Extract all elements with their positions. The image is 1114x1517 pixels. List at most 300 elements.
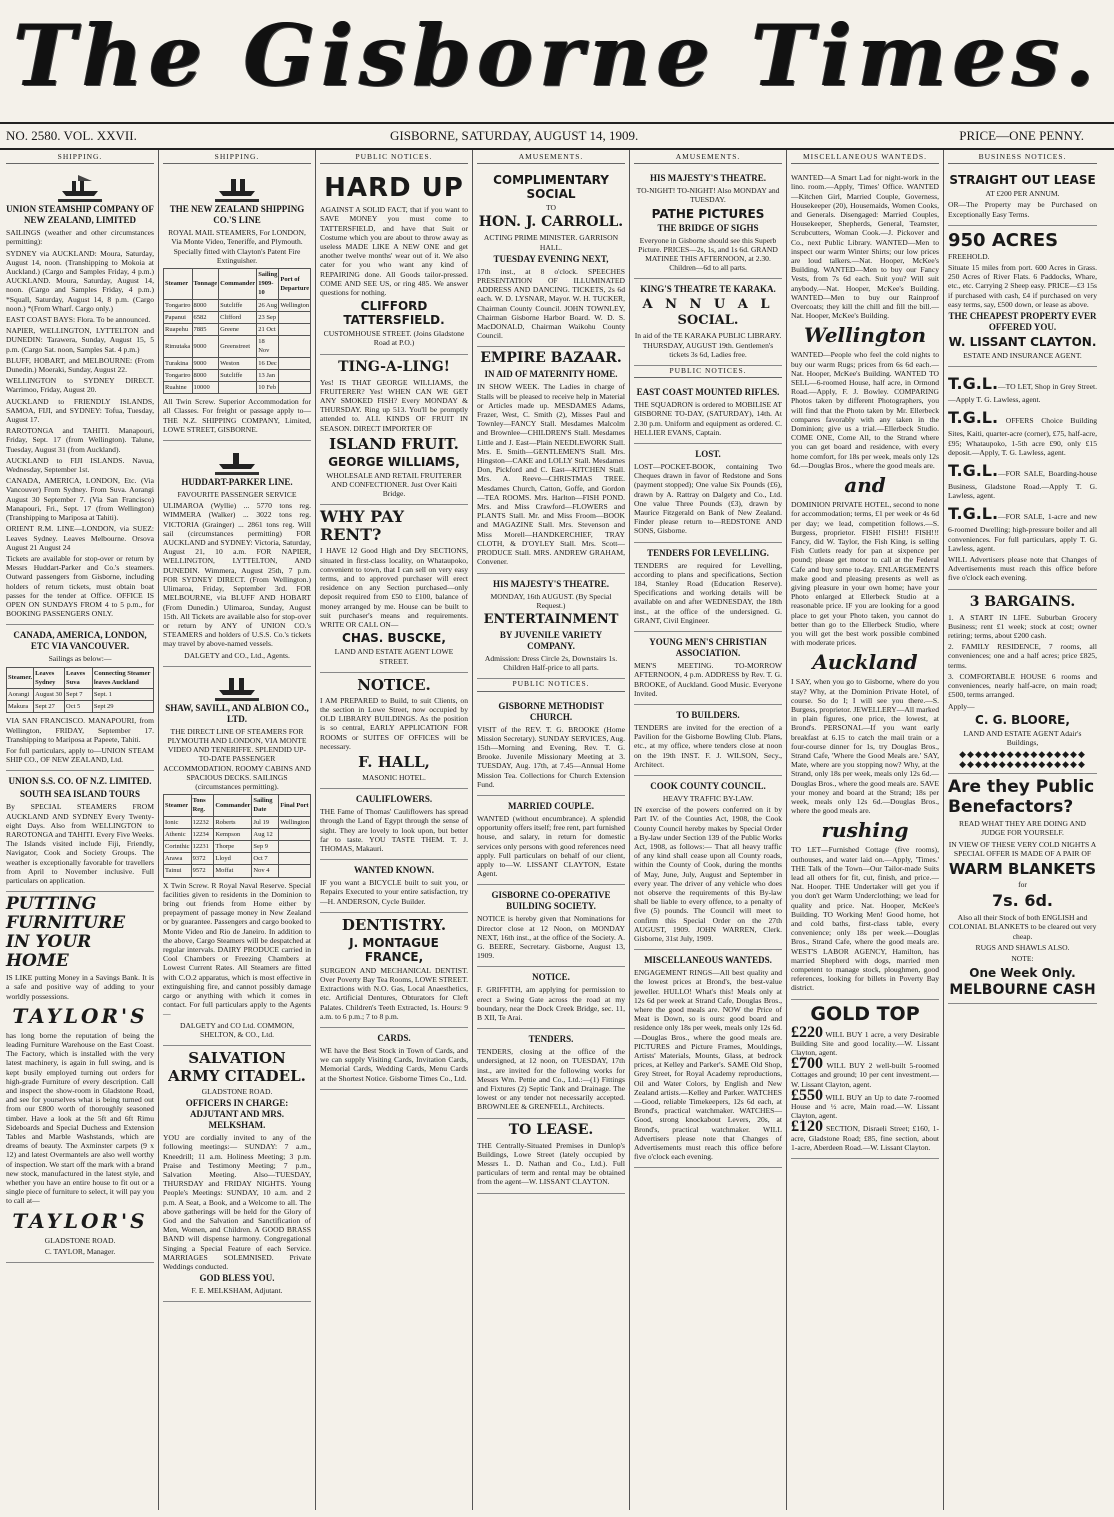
- table-cell: 18 Nov: [257, 336, 279, 357]
- will-text: WILL Advertisers please note that Changes of Advertisements must reach this office before five o'clock each evening.: [948, 555, 1097, 583]
- gold-top-heading: GOLD TOP: [810, 1002, 920, 1025]
- tenders-ad: [477, 1029, 625, 1118]
- shaw-text: THE DIRECT LINE OF STEAMERS FOR PLYMOUTH AND LONDON, VIA MONTE VIDEO AND TENERIFFE. SPLENDID UP-TO-DATE PASSENGER ACCOMMODATION. ROOMY CABINS AND SPACIOUS DECKS. SAILINGS (circumstances permitting).: [163, 726, 311, 791]
- sanfran-text: VIA SAN FRANCISCO. MANAPOURI, from Wellington, FRIDAY, September 17. Transhipping to Mariposa at Papeete, Tahiti.: [6, 716, 154, 744]
- notice-heading: NOTICE.: [357, 675, 431, 694]
- table-cell: Aug 12: [252, 828, 279, 840]
- levelling-ad: [634, 543, 782, 632]
- ship-icon: [215, 173, 259, 202]
- lost-ad: [634, 444, 782, 543]
- price-heading: 7s. 6d.: [992, 891, 1053, 911]
- juvenile-ad: [477, 574, 625, 680]
- auckland-text: I SAY, when you go to Gisborne, where do you stay? Why, at the Dominion Private Hotel, of course. So do I; I will see you there.—S. Burgess, proprietor. JEWELLERY—All marked in plain figures, one price, the lowest, at Brond's. PERSONAL—If you want early breakfast at 6.15 to catch the mail train or a four-course dinner for 1s, try Douglas Bros., Strand Cafe, 'Where the Good Meals are.' SAY, Mate, where are you stopping now? Why, at the Strand, only 18s per week, meals only 12s 6d.—Douglas Bros., where the good meals are. SAVE your money and board at the Strand; 18s per week, meals only 12s 6d.—Douglas Bros., where the good meals are.: [791, 677, 939, 816]
- acres-ad: [948, 226, 1097, 367]
- table-cell: Corinthic: [164, 840, 192, 852]
- table-cell: Lloyd: [214, 853, 252, 865]
- shaw-text-2: X Twin Screw. R Royal Naval Reserve. Special facilities given to residents in the Dominion to bring out friends from Home either by prepayment of passage money in New Zealand or by guarantee. Passengers and cargo booked to Monte Video and Rio de Janeiro. In addition to the above, Cargo Steamers will be despatched at regular intervals. DAIRY PRODUCE carried in Cool Chambers or Freezing Chambers at Lowest Current Rates. All Steamers are fitted with C.O.2 apparatus, which is most effective in extinguishing fire, and cannot possibly damage cargo or anything with which it comes in contact. For full particulars apply to the Agents—: [163, 880, 311, 1019]
- table-cell: Moffat: [214, 865, 252, 877]
- table-cell: Oct 5: [65, 701, 93, 713]
- tgl-1: T.G.L.: [948, 374, 999, 394]
- wanted-heading: WANTED KNOWN.: [353, 865, 434, 876]
- cook-heading: COOK COUNTY COUNCIL.: [650, 780, 766, 791]
- ymca-text: MEN'S MEETING. TO-MORROW AFTERNOON, 4 p.m. ADDRESS by Rev. T. G. BROOKE, of Auckland. Good Music. Everyone Invited.: [634, 661, 782, 698]
- price-700-text: WILL BUY 2 well-built 5-roomed Cottages and ground; 10 per cent investment.—W. Lissant Clayton, agent.: [791, 1061, 939, 1089]
- price-550: £550: [791, 1086, 823, 1104]
- misc-heading: MISCELLANEOUS WANTEDS.: [644, 955, 772, 966]
- table-cell: 21 Oct: [257, 324, 279, 336]
- fiji-text: AUCKLAND to FIJI ISLANDS. Navua, Wednesday, September 1st.: [6, 455, 154, 475]
- columns: [2, 150, 1112, 1510]
- nz-shipping-ad: [163, 168, 311, 441]
- dentistry-ad: [320, 913, 468, 1028]
- issue-date: GISBORNE, SATURDAY, AUGUST 14, 1909.: [390, 128, 639, 143]
- column-1: [2, 150, 159, 1510]
- rifles-text: THE SQUADRON is ordered to MOBILISE AT GISBORNE TO-DAY, (SATURDAY), 14th. At 2.30 p.m. Uniform and equipment as ordered. C. HELLIER EVANS, Captain.: [634, 400, 782, 437]
- salvation-text: YOU are cordially invited to any of the following meetings:— SUNDAY: 7 a.m., Kneedrill; 11 a.m. Holiness Meeting; 3 p.m. Praise and Testimony Meeting; 7 p.m., Salvation Meeting. Also—TUESDAY, THURSDAY and FRIDAY NIGHTS. Young People's Meetings: SUNDAY, 10 a.m. and 2 p.m. A Seat, a Book, and a Welcome to all. The above gatherings will be held for the Glory of God and the Salvation and Sanctification of Men, Women, and Children. A GOOD BRASS BAND will dispense harmony. Congregational Singing a Special Feature of each Service. MARRIAGES SOLEMNISED. Private Weddings conducted.: [163, 1133, 311, 1272]
- builders-heading: TO BUILDERS.: [676, 709, 740, 720]
- shaw-agents: DALGETY and CO Ltd. COMMON, SHELTON, & CO., Ltd.: [179, 1020, 295, 1039]
- cards-ad: [320, 1028, 468, 1090]
- cold-text: IN VIEW OF THESE VERY COLD NIGHTS A SPECIAL OFFER IS MADE OF A PAIR OF: [948, 839, 1097, 858]
- table-cell: Turakina: [164, 357, 193, 369]
- social-ad: [477, 168, 625, 347]
- price-700: £700: [791, 1055, 823, 1073]
- furniture-ad: [6, 892, 154, 1263]
- melbourne-heading: MELBOURNE CASH: [949, 982, 1096, 999]
- table-cell: Makura: [7, 701, 34, 713]
- rushing-heading: rushing: [821, 818, 909, 843]
- orient-text: ORIENT R.M. LINE—LONDON, via SUEZ: Leaves Sydney. Leaves Melbourne. Orsova August 21 August 24: [6, 524, 154, 552]
- sydney-text: WELLINGTON to SYDNEY DIRECT. Warrimoo, Friday, August 20.: [6, 376, 154, 395]
- union-title: UNION STEAMSHIP COMPANY OF NEW ZEALAND, LIMITED: [6, 204, 154, 226]
- nz-title: THE NEW ZEALAND SHIPPING CO.'S LINE: [169, 204, 305, 226]
- table-cell: 9572: [191, 865, 214, 877]
- table-header: Tonnage: [192, 269, 219, 300]
- column-6: [787, 150, 944, 1510]
- table-cell: Ruahine: [164, 382, 193, 394]
- table-row: [164, 816, 311, 828]
- table-header: Connecting Steamer leaves Auckland: [92, 667, 153, 688]
- clifford-address: CUSTOMHOUSE STREET. (Joins Gladstone Road at P.O.): [323, 329, 465, 348]
- issue-number: NO. 2580. VOL. XXVII.: [6, 128, 137, 143]
- huddart-sub: FAVOURITE PASSENGER SERVICE: [177, 490, 297, 500]
- juvenile-text: Admission: Dress Circle 2s, Downstairs 1s. Children Half-price to all parts.: [484, 653, 618, 673]
- table-row: [164, 357, 311, 369]
- pathe-heading: PATHE PICTURES: [651, 206, 765, 221]
- table-cell: 10 Feb: [257, 382, 279, 394]
- table-cell: Roberts: [214, 816, 252, 828]
- notice-heading: NOTICE.: [532, 972, 570, 983]
- table-cell: August 30: [34, 688, 65, 700]
- coop-text: NOTICE is hereby given that Nominations for Director close at 12 Noon, on MONDAY NEXT, 16th inst., at the office of the Society. A. G. BEERE, Secretary. Gisborne, August 13, 1909.: [477, 914, 625, 961]
- table-cell: [279, 828, 311, 840]
- bloore-sub: LAND AND ESTATE AGENT Adair's Buildings,: [963, 728, 1082, 747]
- hall-heading: F. HALL,: [358, 752, 430, 771]
- tgl-ads: [948, 367, 1097, 589]
- cauli-heading: CAULIFLOWERS.: [355, 794, 433, 805]
- buscke-sub: LAND AND ESTATE AGENT LOWE STREET.: [334, 647, 454, 666]
- social-text: 17th inst., at 8 o'clock. SPEECHES PRESENTATION OF ILLUMINATED ADDRESS AND DANCING. TICKETS, 2s 6d each. W. D. LYSNAR, Mayor. W. H. TUCKER, Chairman County Council. JOHN TOWNLEY, Chairman Gisborne Harbor Board. W. D. S. MacDONALD, Chairman Waikohu County Council.: [477, 266, 625, 341]
- bazaar-sub: IN AID OF MATERNITY HOME.: [484, 369, 618, 380]
- table-header: Sailing Date: [252, 795, 279, 816]
- shaw-schedule-table: [163, 794, 311, 877]
- south-title: UNION S.S. CO. OF N.Z. LIMITED.: [8, 776, 152, 787]
- griffith-notice-ad: [477, 967, 625, 1029]
- ting-text: Yes! IS THAT GEORGE WILLIAMS, the FRUITERER? Yes! WHEN CAN WE GET ANY SMOKED FISH? Every MONDAY & THURSDAY. Ring up 513. You'll be promptly attended to. ALL KINDS OF FRUIT IN SEASON. DIRECT IMPORTER OF: [320, 377, 468, 433]
- napier-text: NAPIER, WELLINGTON, LYTTELTON and DUNEDIN: Tarawera, Sunday, August 15, 5 p.m. (Cargo Sat. noon, Samples Sat. 4 p.m.): [6, 326, 154, 354]
- cauli-text: THE Fame of Thomas' Cauliflowers has spread through the Land of Egypt through the sense of sight. They are lovely to look upon, but better far to taste. YOU TASTE THEM. T. J. THOMAS, Makauri.: [320, 807, 468, 853]
- table-header: Steamer.: [7, 667, 34, 688]
- table-cell: Sutcliffe: [219, 299, 257, 311]
- majesty-sub: MONDAY, 16th AUGUST. (By Special Request.): [490, 591, 612, 610]
- table-cell: Athenic: [164, 828, 192, 840]
- rifles-ad: [634, 382, 782, 444]
- putting-text: IS LIKE putting Money in a Savings Bank. It is a safe and positive way of adding to your worldly possessions.: [6, 973, 154, 1001]
- cards-text: WE have the Best Stock in Town of Cards, and we can supply Visiting Cards, Invitation Cards, Memorial Cards, Wedding Cards, Menu Cards at the Shortest Notice. Gisborne Times Co., Ltd.: [320, 1045, 468, 1083]
- also-text: Also all their Stock of both ENGLISH and COLONIAL BLANKETS to be cleared out very cheap.: [948, 913, 1097, 941]
- table-header: Steamer: [164, 269, 193, 300]
- lost-heading: LOST.: [695, 449, 721, 460]
- table-cell: 13 Jan: [257, 369, 279, 381]
- wellington-text: WANTED—People who feel the cold nights to buy our warm Rugs; prices from 6s 6d each.—Nat. Hooper, McKee's Building. WANTED TO SELL—6-roomed House, half acre, in Ormond Road.—Apply, F. J. Bowley. COMPARING Photos taken by different Photographers, you will find that the Photo taken by Mr. Ellerbeck compares favorably with any taken in the Dominion; give us a trial.—Ellerbeck Studio. COME ONE, Come All, to the Strand where you can get board and residence, with every home comfort, for 18s per week, meals only 12s 6d.—Douglas Bros., where the good meals are.: [791, 350, 939, 470]
- table-cell: Weston: [219, 357, 257, 369]
- table-cell: [279, 324, 311, 336]
- taylors-text: has long borne the reputation of being the leading Furniture Warehouse on the East Coast. The Factory, which is installed with the very latest machinery, is again in full swing, and is kept busily employed turning out orders for high-grade Furniture of every description. Call and inspect the show-room in Gladstone Road, and see for yourselves what is being turned out from our £800 worth of thoroughly seasoned timber. Have a look at the 5ft and 6ft Rimu Sideboards and Special Duchess and Extension Tables and Marble Washstands, which are dreams of beauty. The Axminster carpets (9 x 12) and latest Overmantels are also well worthy of inspection. We start off the mark with a brand new stock, manufactured in the latest style, and whether you have an entire house to fit out or a single piece of furniture to select, it will pay you to call at—: [6, 1030, 154, 1206]
- table-cell: Greene: [219, 324, 257, 336]
- misc-wanteds-ad: [634, 950, 782, 1168]
- huddart-agents: DALGETY and CO., Ltd., Agents.: [184, 650, 290, 660]
- table-header: Port of Departure: [279, 269, 311, 300]
- issue-price: PRICE—ONE PENNY.: [959, 128, 1084, 143]
- acres-label: FREEHOLD.: [948, 251, 990, 261]
- table-cell: 8000: [192, 299, 219, 311]
- tgl-3-text: —FOR SALE, Boarding-house Business, Gladstone Road.—Apply T. G. Lawless, agent.: [948, 469, 1097, 501]
- salvation-title: SALVATION ARMY CITADEL.: [168, 1049, 306, 1086]
- hard-up-text: AGAINST A SOLID FACT, that if you want to SAVE MONEY you must come to TATTERSFIELD, and have that Suit or Costume which you are about to throw away as useless MADE LIKE A NEW ONE and get another twelve months' wear out of it. We also cater for you who want any kind of REPAIRING done. All Goods tailor-pressed. COME AND SEE US, or ring 485. We answer questions for nothing.: [320, 205, 468, 298]
- table-cell: [279, 336, 311, 357]
- table-cell: Tainui: [164, 865, 192, 877]
- table-cell: Papanui: [164, 311, 193, 323]
- tgl-4-text: —FOR SALE, 1-acre and new 6-roomed Dwelling; high-pressure boiler and all conveniences. For full particulars, apply T. G. Lawless, agent.: [948, 512, 1097, 553]
- union-text: SYDNEY via AUCKLAND: Moura, Saturday, August 14, noon. (Transhipping to Mokoia at Auckland.) (Cargo and Samples Friday, 4 p.m.) AUCKLAND. Moura, Saturday, August 14, noon. (Cargo and Samples Friday, 4 p.m.) *Squall, Saturday, August 14, 8 p.m. (Cargo noon.) *(From Wharf. Cargo only.): [6, 248, 154, 313]
- column-3: [316, 150, 473, 1510]
- table-cell: Wellington: [279, 299, 311, 311]
- to-lease-ad: [477, 1119, 625, 1194]
- table-cell: 9372: [191, 853, 214, 865]
- section-header: PUBLIC NOTICES.: [477, 679, 625, 691]
- table-cell: [279, 840, 311, 852]
- levelling-heading: TENDERS FOR LEVELLING.: [647, 547, 769, 558]
- apply-text: Apply—: [948, 701, 975, 711]
- and-text: DOMINION PRIVATE HOTEL, second to none for accommodation; terms, £1 per week or 4s 6d per day; we lead, competition follows.—S. Burgess, proprietor. FISH! FISH!! FISH!!! Fancy, did W. Taylor, the Fish King, is selling Fish Cutlets ready for pan at sixpence per pound; please get motor to call at the Federal Cafe and buy some to-day. ENLARGEMENTS make good and pleasing presents as well as giving pleasure in your own home; have your Photo enlarged at Ellerbeck Studio at a reasonable price. IF you are looking for a good place to get your Photo taken, you cannot do better than go to the Ellerbeck Studio, where you will get the best work possible combined with moderate prices.: [791, 500, 939, 648]
- masthead: [0, 0, 1114, 118]
- huddart-title: HUDDART-PARKER LINE.: [181, 477, 293, 488]
- table-cell: 7885: [192, 324, 219, 336]
- table-cell: Wellington: [279, 816, 311, 828]
- dateline: [0, 122, 1114, 150]
- read-text: READ WHAT THEY ARE DOING AND JUDGE FOR YOURSELF.: [959, 819, 1086, 838]
- tickets-text: Tickets are available for stop-over or return by Messrs Huddart-Parker and Co.'s steamers. Outward passengers from Gisborne, including holders of return tickets, must obtain boat passes for the tender at Office. OFFICE IS OPEN ON SUNDAYS FROM 4 to 5 p.m., for BOOKING PASSENGERS ONLY.: [6, 553, 154, 619]
- hall-sub: MASONIC HOTEL.: [362, 772, 426, 782]
- salvation-address: GLADSTONE ROAD.: [201, 1087, 273, 1097]
- coop-ad: [477, 885, 625, 967]
- table-cell: 12232: [191, 816, 214, 828]
- bargain-1: 1. A START IN LIFE. Suburban Grocery Business; rent £1 week; stock at cost; owner retiring; terms, about £200 cash.: [948, 612, 1097, 641]
- table-cell: Oct 7: [252, 853, 279, 865]
- annual-heading: A N N U A L: [642, 297, 774, 313]
- married-text: WANTED (without encumbrance). A splendid opportunity offers itself; free rent, part furnished house, and salary, in return for domestic services only persons with good references need apply. Full particulars on behalf of our client, apply to—W. LISSANT CLAYTON, Estate Agent.: [477, 813, 625, 879]
- union-steamship-ad: [6, 168, 154, 625]
- table-header: Commander: [219, 269, 257, 300]
- tonight-text: TO-NIGHT! TO-NIGHT! Also MONDAY and TUESDAY.: [636, 186, 780, 205]
- auckland-heading: Auckland: [812, 650, 918, 675]
- tgl-3: T.G.L.: [948, 461, 999, 481]
- married-couple-ad: [477, 796, 625, 885]
- price-220-text: WILL BUY 1 acre, a very Desirable Building Site and good locality.—W. Lissant Clayton, agent.: [791, 1029, 939, 1058]
- table-cell: Jul 19: [252, 816, 279, 828]
- carroll-sub: ACTING PRIME MINISTER. GARRISON HALL.: [483, 233, 619, 252]
- table-cell: 9000: [192, 357, 219, 369]
- tuesday-heading: TUESDAY EVENING NEXT,: [493, 253, 609, 264]
- rugs-text: RUGS AND SHAWLS ALSO.: [975, 942, 1070, 952]
- social-heading: SOCIAL.: [677, 313, 739, 329]
- coop-heading: GISBORNE CO-OPERATIVE BUILDING SOCIETY.: [491, 890, 611, 912]
- bargain-3: 3. COMFORTABLE HOUSE 6 rooms and conveniences, nearly half-acre, on main road; £500, terms arranged.: [948, 671, 1097, 700]
- shaw-savill-ad: [163, 667, 311, 1046]
- tenders-heading: TENDERS.: [528, 1034, 574, 1045]
- table-header: Sailing 1909-10: [257, 269, 279, 300]
- table-header: Steamer: [164, 795, 192, 816]
- notice-text: I AM PREPARED to Build, to suit Clients, on the section in Lowe Street, now occupied by OLD LIBRARY BUILDINGS. As the position is so central, EARLY APPLICATION FOR ROOMS or SUITES OF OFFICES will be necessary.: [320, 695, 468, 751]
- tgl-2: T.G.L.: [948, 408, 999, 428]
- taylors-heading: TAYLOR'S: [12, 1003, 148, 1028]
- clayton-heading: W. LISSANT CLAYTON.: [948, 335, 1097, 350]
- wellington-heading: Wellington: [804, 323, 926, 348]
- salvation-god: GOD BLESS YOU.: [199, 1273, 275, 1284]
- ting-a-ling-ad: [320, 355, 468, 506]
- table-cell: Arawa: [164, 853, 192, 865]
- nz-schedule-table: [163, 268, 311, 394]
- bazaar-text: IN SHOW WEEK. The Ladies in charge of Stalls will be pleased to receive help in Material or Articles made up. MESDAMES Adams, Frazer, West, C. Smith (2), Misses Paul and Townley—FANCY Stall. Mesdames Malcolm and Brownlee—CHILDREN'S Stall. Mesdames Little and J. East—Plain NEEDLEWORK Stall. Mrs. E. Smith—GENTLEMEN'S Stall. Mrs. Hingston—CAKE and LOLLY Stall. Mesdames Don, Pickford and C. East—KITCHEN Stall. Mrs. A. Reeve—CHRISTMAS TREE. Mesdames Church, Catton, Goffe, and Gordon—TEA ROOMS. Mrs. Harlton—FISH POND. Mrs. and Miss Crawford—FLOWERS and PLANTS Stall. Mr. and Miss Froom—BOOK and MAGAZINE Stall. Mrs. Stevenson and Miss Morell—HANDKERCHIEF, TRAY CLOTH, & D'OYLEY Stall. Mrs. Scott—PRODUCE Stall. MRS. ANDREW GRAHAM, Convener.: [477, 382, 625, 567]
- bargain-2: 2. FAMILY RESIDENCE, 7 rooms, all conveniences; one and a half acres; price £825, terms.: [948, 642, 1097, 670]
- table-cell: [279, 853, 311, 865]
- social-text: In aid of the TE KARAKA PUBLIC LIBRARY. THURSDAY, AUGUST 19th. Gentlemen's tickets 3s 6d, Ladies free.: [634, 331, 782, 359]
- price-220: £220: [791, 1023, 823, 1041]
- table-row: [7, 688, 154, 700]
- table-row: [164, 853, 311, 865]
- dot-divider: ◆◆◆◆◆◆◆◆◆◆◆◆◆◆◆◆ ◆◆◆◆◆◆◆◆◆◆◆◆◆◆◆◆: [959, 749, 1086, 770]
- table-cell: Sept 27: [34, 701, 65, 713]
- social-heading: COMPLIMENTARY SOCIAL: [493, 173, 609, 202]
- taylors-address: GLADSTONE ROAD.: [44, 1235, 116, 1245]
- lease-text: OR—The Property may be Purchased on Exceptionally Easy Terms.: [948, 200, 1097, 219]
- huddart-text: ULIMAROA (Wyllie) ... 5770 tons reg. WIMMERA (Walker) ... 3022 tons reg. VICTORIA (Grainger) ... 2861 tons reg. Will sail (circumstances permitting) FOR AUCKLAND and SYDNEY: Victoria, Saturday, August 21, 10 a.m. FOR NAPIER, WELLINGTON, LYTTELTON, AND DUNEDIN. Wimmera, August 25th, 7 p.m. FOR SYDNEY DIRECT. (From Wellington.) Ulimaroa, Friday, September 3rd. FOR MELBOURNE, via BLUFF AND HOBART (From Dunedin.) Ulimaroa, Sunday, August 15th. All Tickets are available also for stop-over or return by ANY of UNION CO.'s STEAMERS and holders of U.S.S. Co.'s tickets may travel by above-named vessels.: [163, 501, 311, 649]
- ship-icon: [58, 173, 102, 202]
- gold-top-ad: [791, 1000, 939, 1159]
- rushing-text: TO LET—Furnished Cottage (five rooms), outhouses, and water laid on.—Apply, 'Times.' THE Talk of the Town—Our Tailor-made Suits lead all others for fit, cut, finish, and price.—Nat. Hooper. THE Undertaker will get you if you don't get Warm Underclothing; we lead for quality and price. Nat. Hooper, McKee's Building. TO Working Men! Good home, hot and cold baths, first-class table, every convenience; only 18s per week.—Douglas Bros., Strand Cafe, where the good meals are. WEST'S LABOR AGENCY, Hamilton, has married Shepherd with dogs, married men competent to manage stock, ploughmen, good references, looking for billets in Poverty Bay district.: [791, 845, 939, 993]
- table-cell: [279, 369, 311, 381]
- bargains-heading: 3 BARGAINS.: [969, 593, 1076, 610]
- carroll-heading: HON. J. CARROLL.: [478, 214, 624, 231]
- bargains-ad: [948, 590, 1097, 774]
- nz-footer: All Twin Screw. Superior Accommodation for all Classes. For freight or passage apply to—THE N.Z. SHIPPING COMPANY, Limited, LOWE STREET, GISBORNE.: [163, 397, 311, 434]
- friendly-text: AUCKLAND to FRIENDLY ISLANDS, SAMOA, FIJI, and SYDNEY: Tofua, Tuesday, August 17.: [6, 396, 154, 425]
- for-text: for: [1018, 879, 1027, 889]
- table-header: Commander: [214, 795, 252, 816]
- table-cell: Ionic: [164, 816, 192, 828]
- pathe-pictures-ad: [634, 168, 782, 279]
- george-sub: WHOLESALE AND RETAIL FRUITERER AND CONFECTIONER. Just Over Kaiti Bridge.: [326, 470, 462, 499]
- table-row: [164, 324, 311, 336]
- builders-text: TENDERS are invited for the erection of a Pavilion for the Gisborne Bowling Club. Plans, etc., at my office, where tenders close at noon on the 19th INST. F. J. WILSON, Secy., Architect.: [634, 722, 782, 769]
- table-cell: 6582: [192, 311, 219, 323]
- column-header: AMUSEMENTS.: [477, 152, 625, 164]
- table-cell: Greenstreet: [219, 336, 257, 357]
- misc-text: ENGAGEMENT RINGS—All best quality and the lowest prices at Brond's, the best-value jeweller. HULLO! What's this! Meals only at 12s 6d per week at Strand Cafe, Douglas Bros., where the good meals are. NOW the Price of Meat is Down, so is ours: good board and residence only 18s per week, meals only 12s 6d.—Douglas Bros., where the good meals are. PICTURES and Picture Frames, Mouldings, Artists' Materials, Mounts, Glass, at bedrock prices, at Kelley and Parker's. SAME Old Shop, Grey Street, for Royal Academy reproductions, Oil and Water Colors, by English and New Zealand artists.—Kelley and Parker. WATCHES—Good, reliable Timekeepers, 12s 6d each, at Brond's, practical watchmaker. WATCHES—Good, strong knockabout Levers, 20s, at Brond's, practical watchmaker. WILL Advertisers please note that Changes of Advertisements must reach this office before five o'clock each evening.: [634, 968, 782, 1162]
- table-cell: [279, 382, 311, 394]
- table-cell: 8000: [192, 369, 219, 381]
- column-header: MISCELLANEOUS WANTEDS.: [791, 152, 939, 164]
- warm-heading: WARM BLANKETS: [948, 859, 1097, 878]
- to-lease-heading: TO LEASE.: [508, 1121, 594, 1138]
- table-cell: [279, 865, 311, 877]
- canada-title: CANADA, AMERICA, LONDON, ETC VIA VANCOUVER.: [13, 630, 147, 652]
- ymca-heading: YOUNG MEN'S CHRISTIAN ASSOCIATION.: [649, 637, 767, 659]
- table-row: [164, 299, 311, 311]
- price-120-text: SECTION, Disraeli Street; £160, 1-acre, Gladstone Road; £85, fine section, about 1-acre, Aberdeen Road.—W. Lissant Clayton.: [791, 1124, 939, 1152]
- ship-icon: [215, 446, 259, 475]
- price-550-text: WILL BUY an Up to date 7-roomed House and ½ acre, Main road.—W. Lissant Clayton, agent.: [791, 1092, 940, 1121]
- particulars-text: For full particulars, apply to—UNION STEAM SHIP CO., OF NEW ZEALAND, Ltd.: [6, 745, 154, 765]
- notice-text: F. GRIFFITH, am applying for permission to erect a Swing Gate across the road at my boundary, near the Dock Creek Bridge, sec. 11, B XII, Te Arai.: [477, 985, 625, 1022]
- table-cell: Aorangi: [7, 688, 34, 700]
- cheapest-heading: THE CHEAPEST PROPERTY EVER OFFERED YOU.: [948, 311, 1097, 333]
- buscke-heading: CHAS. BUSCKE,: [342, 631, 446, 646]
- note-text: NOTE:: [1011, 953, 1034, 963]
- wanted-text: IF you want a BICYCLE built to suit you, or Repairs Executed to your entire satisfaction, try—H. ANDERSON, Cycle Builder.: [320, 878, 468, 906]
- table-cell: Sept 29: [92, 701, 153, 713]
- cards-heading: CARDS.: [377, 1032, 411, 1043]
- tahiti-text: RAROTONGA and TAHITI. Manapouri, Friday, Sept. 17 (from Wellington). Talune, Tuesday, August 31 (from Auckland).: [6, 426, 154, 454]
- bloore-heading: C. G. BLOORE,: [975, 712, 1070, 727]
- lease-sub: AT £200 PER ANNUM.: [985, 189, 1060, 199]
- table-cell: Ruapehu: [164, 324, 193, 336]
- clifford-heading: CLIFFORD TATTERSFIELD.: [343, 299, 445, 328]
- ymca-ad: [634, 632, 782, 705]
- table-cell: [279, 357, 311, 369]
- why-text: I HAVE 12 Good High and Dry SECTIONS, situated in first-class locality, on Whataupoko, convenient to town, that I can sell on very easy terms, and to approved purchaser will erect residence on any Section purchased—only deposit required from £50 to £100, balance of money arranged by me. House can be built to suit purchaser's means and requirements. WRITE OR CALL ON—: [320, 546, 468, 630]
- column-4: [473, 150, 630, 1510]
- table-cell: Sept. 1: [92, 688, 153, 700]
- table-row: [164, 311, 311, 323]
- table-cell: [279, 311, 311, 323]
- union-sub: SAILINGS (weather and other circumstances permitting):: [6, 228, 154, 247]
- table-cell: Sutcliffe: [219, 369, 257, 381]
- canada-text: CANADA, AMERICA, LONDON, Etc. (Via Vancouver) From Sydney. From Suva. Aorangi August 30 September 7. (Via San Francisco) Manapouri, Fri., Sept. 17 (from Wellington) (Transhipping to Mariposa at Tahiti).: [6, 476, 154, 523]
- table-row: [164, 828, 311, 840]
- table-cell: Tongariro: [164, 299, 193, 311]
- wanted-known-ad: [320, 860, 468, 913]
- methodist-text: VISIT of the REV. T. G. BROOKE (Home Mission Secretary). SUNDAY SERVICES, Aug. 15th—Morning and Evening, Rev. T. G. Brooke. Juvenile Missionary Meeting at 3. TUESDAY, Aug. 17th, at 7.45—Annual Home Mission Tea. Collections for Church Extension Fund.: [477, 724, 625, 789]
- tgl-1-text: —TO LET, Shop in Grey Street.—Apply T. G. Lawless, agent.: [948, 382, 1097, 405]
- column-7: [944, 150, 1101, 1510]
- section-header: PUBLIC NOTICES.: [634, 366, 782, 378]
- kings-heading: KING'S THEATRE TE KARAKA.: [640, 284, 776, 295]
- hard-up-heading: HARD UP: [324, 173, 464, 204]
- table-cell: Rimutaka: [164, 336, 193, 357]
- why-pay-rent-ad: [320, 505, 468, 672]
- notice-ad: [320, 673, 468, 789]
- one-week-heading: One Week Only.: [969, 966, 1076, 981]
- salvation-signature: F. E. MELKSHAM, Adjutant.: [191, 1286, 283, 1296]
- table-header: Final Port: [279, 795, 311, 816]
- salvation-army-ad: [163, 1046, 311, 1302]
- putting-heading: PUTTING FURNITURE IN YOUR HOME: [6, 894, 126, 972]
- methodist-heading: GISBORNE METHODIST CHURCH.: [498, 700, 604, 722]
- shaw-title: SHAW, SAVILL, AND ALBION CO., LTD.: [165, 702, 309, 724]
- clayton-sub: ESTATE AND INSURANCE AGENT.: [963, 351, 1082, 361]
- table-cell: Tongariro: [164, 369, 193, 381]
- nz-text: ROYAL MAIL STEAMERS, For LONDON, Via Monte Video, Teneriffe, and Plymouth. Specially fitted with Clayton's Patent Fire Extinguisher.: [168, 228, 306, 265]
- column-header: AMUSEMENTS.: [634, 152, 782, 164]
- married-heading: MARRIED COUPLE.: [507, 800, 594, 811]
- canada-schedule-table: [6, 667, 154, 714]
- pathe-text: Everyone in Gisborne should see this Superb Picture. PRICES—2s, 1s, and 1s 6d. GRAND MATINEE THIS AFTERNOON, at 2.30. Children—6d to all parts.: [638, 235, 778, 273]
- cook-text: IN exercise of the powers conferred on it by Part IV. of the Counties Act, 1908, the Cook County Council hereby makes by Special Order a By-law under Section 139 of the Public Works Act, 1908, as follows:— That all heavy traffic of any kind shall cease upon all County roads, within the County of Cook, during the months of May, June, July, August and September in every year. The driver of any vehicle who does not observe the requirements of this By-law shall be liable to every offence, to a penalty of five (5) pounds. The Council will meet to confirm this Special Order on the 27th AUGUST, 1909. JOHN WARREN, Clerk. Gisborne, 31st July, 1909.: [634, 805, 782, 943]
- tenders-text: TENDERS, closing at the office of the undersigned, at 12 noon, on TUESDAY, 17th inst., are invited for the following works for Messrs Wm. Pettie and Co., Ltd.:—(1) Fittings and Fixtures (2) Septic Tank and Drainage. The lowest or any tender not necessarily accepted. BROWNLEE & GRENFELL, Architects.: [477, 1047, 625, 1112]
- entertainment-heading: ENTERTAINMENT: [483, 611, 619, 627]
- column-header: SHIPPING.: [163, 152, 311, 164]
- newspaper-title: The Gisborne Times.: [13, 6, 1101, 105]
- social-to: TO: [546, 203, 556, 213]
- column-header: PUBLIC NOTICES.: [320, 152, 468, 164]
- huddart-ad: [163, 441, 311, 667]
- table-cell: 10000: [192, 382, 219, 394]
- acres-text: Situate 15 miles from port. 600 Acres in Grass. 250 Acres of River Flats. 6 Paddocks, Whare, etc., etc. Carrying 2 Sheep easy. PRICE—£3 15s if purchased with cash, £4 if purchased on very easy terms, say, £500 down, or lease as above.: [948, 263, 1097, 309]
- juvenile-heading: BY JUVENILE VARIETY COMPANY.: [499, 629, 603, 651]
- builders-ad: [634, 705, 782, 776]
- table-cell: 12234: [191, 828, 214, 840]
- table-header: Leaves Sydney: [34, 667, 65, 688]
- france-heading: J. MONTAGUE FRANCE,: [349, 935, 439, 964]
- south-sea-title: SOUTH SEA ISLAND TOURS: [20, 789, 140, 800]
- column-2: [159, 150, 316, 1510]
- and-heading: and: [844, 473, 886, 498]
- wanted-text: WANTED—A Smart Lad for night-work in the lino. room.—Apply, 'Times' Office. WANTED—Kitchen Girl, Married Couple, Governess, Housekeeper (20), Housemaids, Women Cooks, and Generals. Disengaged: Married Couples, Housekeeper, Shepherds, General, Teamster, Scrubcutters, Woman Cook.—J. Pickover and Co., next Public Library. WANTED—Men to inspect our warm Winter Shirts; our low prices are loud talkers.—Nat. Hooper, McKee's Building. WANTED—Men to buy our Fancy Vests, from 7s 6d each. Suit you? Will suit anybody.—Nat. Hooper, McKee's Building. WANTED—Men to buy our Rainproof Overcoats; they kill the chill and fill the bill.—Nat. Hooper, McKee's Building.: [791, 173, 939, 321]
- column-5: [630, 150, 787, 1510]
- wanteds-ad: [791, 168, 939, 999]
- bazaar-ad: [477, 347, 625, 573]
- lease-heading: STRAIGHT OUT LEASE: [949, 173, 1096, 188]
- table-cell: 16 Dec: [257, 357, 279, 369]
- acres-heading: 950 ACRES: [948, 229, 1059, 251]
- east-coast-text: EAST COAST BAYS: Flora. To be announced.: [6, 315, 151, 325]
- ship-icon: [215, 672, 259, 701]
- kings-theatre-ad: [634, 279, 782, 366]
- lease-ad: [948, 168, 1097, 226]
- levelling-text: TENDERS are required for Levelling, according to plans and specifications, Section 184, Stanley Road (Education Reserve). Specifications and working details will be available on and after WEDNESDAY, the 18th inst., at the office of the undersigned. G. GRANT, Civil Engineer.: [634, 560, 782, 625]
- cook-county-ad: [634, 776, 782, 950]
- table-row: [7, 701, 154, 713]
- sighs-heading: THE BRIDGE OF SIGHS: [657, 222, 759, 233]
- price-120: £120: [791, 1118, 823, 1136]
- table-row: [164, 369, 311, 381]
- ting-heading: TING-A-LING!: [338, 358, 450, 375]
- table-cell: Kempson: [214, 828, 252, 840]
- table-cell: 26 Aug: [257, 299, 279, 311]
- rifles-heading: EAST COAST MOUNTED RIFLES.: [636, 387, 780, 398]
- hard-up-ad: [320, 168, 468, 354]
